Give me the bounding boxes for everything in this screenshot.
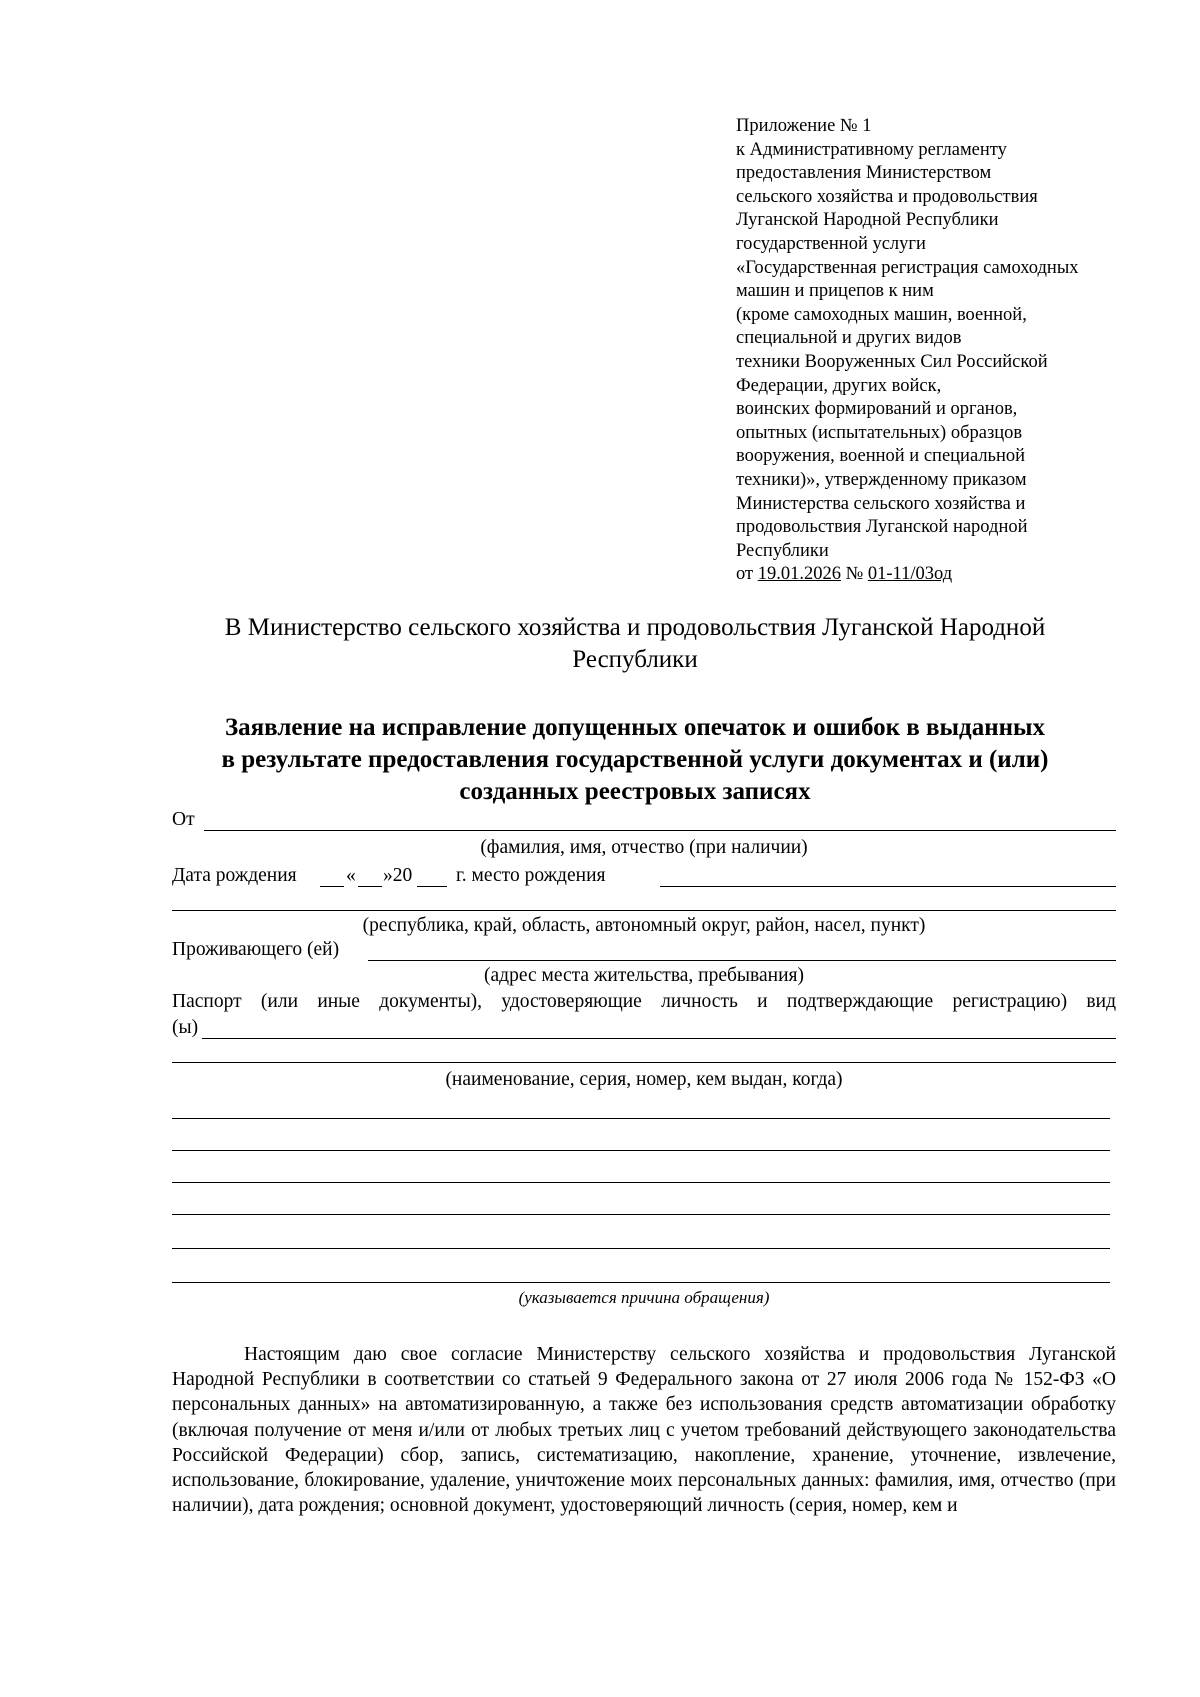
- passport-row-2: [172, 1016, 1116, 1040]
- reason-line[interactable]: [172, 1282, 1110, 1283]
- annex-line: воинских формирований и органов,: [736, 399, 1018, 420]
- passport-hint: (наименование, серия, номер, кем выдан, когда): [445, 1069, 843, 1090]
- annex-line: Луганской Народной Республики: [736, 210, 999, 231]
- passport-row: [172, 990, 1116, 1014]
- reason-line[interactable]: [172, 1182, 1110, 1183]
- document-title: [160, 712, 1110, 808]
- passport-label: Паспорт (или иные документы), удостоверяющие личность и подтверждающие регистрацию) вид: [172, 991, 1116, 1012]
- annex-line: вооружения, военной и специальной: [736, 446, 1026, 467]
- annex-number-prefix: №: [840, 564, 868, 585]
- addressee: В Министерство сельского хозяйства и продовольствия Луганской Народной Республики: [224, 614, 1046, 673]
- birth-place-field[interactable]: [660, 886, 1116, 887]
- annex-line: специальной и других видов: [736, 328, 962, 349]
- reason-hint: (указывается причина обращения): [518, 1288, 770, 1307]
- annex-line: машин и прицепов к ним: [736, 281, 934, 302]
- annex-line: опытных (испытательных) образцов: [736, 422, 1023, 443]
- birth-row: [172, 864, 1116, 888]
- annex-line: техники Вооруженных Сил Российской: [736, 351, 1048, 372]
- from-row: [172, 808, 1116, 832]
- passport-field-2[interactable]: [172, 1062, 1116, 1063]
- reason-line[interactable]: [172, 1214, 1110, 1215]
- annex-date-line: [736, 563, 1156, 587]
- annex-number: 01-11/03од: [867, 564, 953, 585]
- birth-day-field[interactable]: [320, 886, 344, 887]
- annex-line: предоставления Министерством: [736, 163, 992, 184]
- annex-line: «Государственная регистрация самоходных: [736, 257, 1079, 278]
- annex-line: (кроме самоходных машин, военной,: [736, 304, 1027, 325]
- birth-place-hint: (республика, край, область, автономный округ, район, насел, пункт): [362, 915, 926, 936]
- from-field[interactable]: [204, 830, 1116, 831]
- annex-line: государственной услуги: [736, 233, 926, 254]
- residence-label: Проживающего (ей): [172, 939, 340, 960]
- title-line: Заявление на исправление допущенных опечаток и ошибок в выданных: [224, 714, 1046, 741]
- annex-line: Республики: [736, 540, 829, 561]
- birth-place-field-2[interactable]: [172, 910, 1116, 911]
- annex-line: к Административному регламенту: [736, 139, 1007, 160]
- reason-line[interactable]: [172, 1248, 1110, 1249]
- birth-year-field[interactable]: [417, 886, 447, 887]
- reason-line[interactable]: [172, 1150, 1110, 1151]
- residence-hint: (адрес места жительства, пребывания): [484, 965, 804, 986]
- residence-row: [172, 938, 1116, 962]
- birth-month-field[interactable]: [358, 886, 382, 887]
- annex-line: Министерства сельского хозяйства и: [736, 493, 1026, 514]
- birth-quote-close: »20: [383, 865, 413, 886]
- annex-line: продовольствия Луганской народной: [736, 517, 1028, 538]
- birth-place-label: г. место рождения: [456, 865, 606, 886]
- title-line: в результате предоставления государственной услуги документах и (или): [221, 746, 1049, 773]
- annex-date-prefix: от: [736, 564, 758, 585]
- annex-header: [736, 115, 1156, 587]
- residence-field[interactable]: [368, 960, 1116, 961]
- passport-field[interactable]: [202, 1038, 1116, 1039]
- from-label: От: [172, 809, 195, 830]
- annex-line: техники)», утвержденному приказом: [736, 469, 1027, 490]
- passport-suffix: (ы): [172, 1017, 199, 1038]
- from-hint: (фамилия, имя, отчество (при наличии): [480, 837, 808, 858]
- reason-line[interactable]: [172, 1118, 1110, 1119]
- birth-quote-open: «: [346, 865, 356, 886]
- birth-label: Дата рождения: [172, 865, 297, 886]
- title-line: созданных реестровых записях: [459, 778, 811, 805]
- annex-line: Федерации, других войск,: [736, 375, 942, 396]
- annex-date: 19.01.2026: [757, 564, 841, 585]
- consent-paragraph: Настоящим даю свое согласие Министерству сельского хозяйства и продовольствия Луганской Народной Республики в соответствии со статьей 9 Федерального закона от 27 июля 2006 года № 152-ФЗ «О персональных данных» на автоматизированную, а также без использования средств автоматизации обработку (включая получение от меня и/или от любых третьих лиц с учетом требований действующего законодательства Российской Федерации) сбор, запись, систематизацию, накопление, хранение, уточнение, извлечение, использование, блокирование, удаление, уничтожение моих персональных данных: фамилия, имя, отчество (при наличии), дата рождения; основной документ, удостоверяющий личность (серия, номер, кем и: [172, 1344, 1116, 1517]
- annex-line: сельского хозяйства и продовольствия: [736, 186, 1038, 207]
- annex-line: Приложение № 1: [736, 116, 872, 136]
